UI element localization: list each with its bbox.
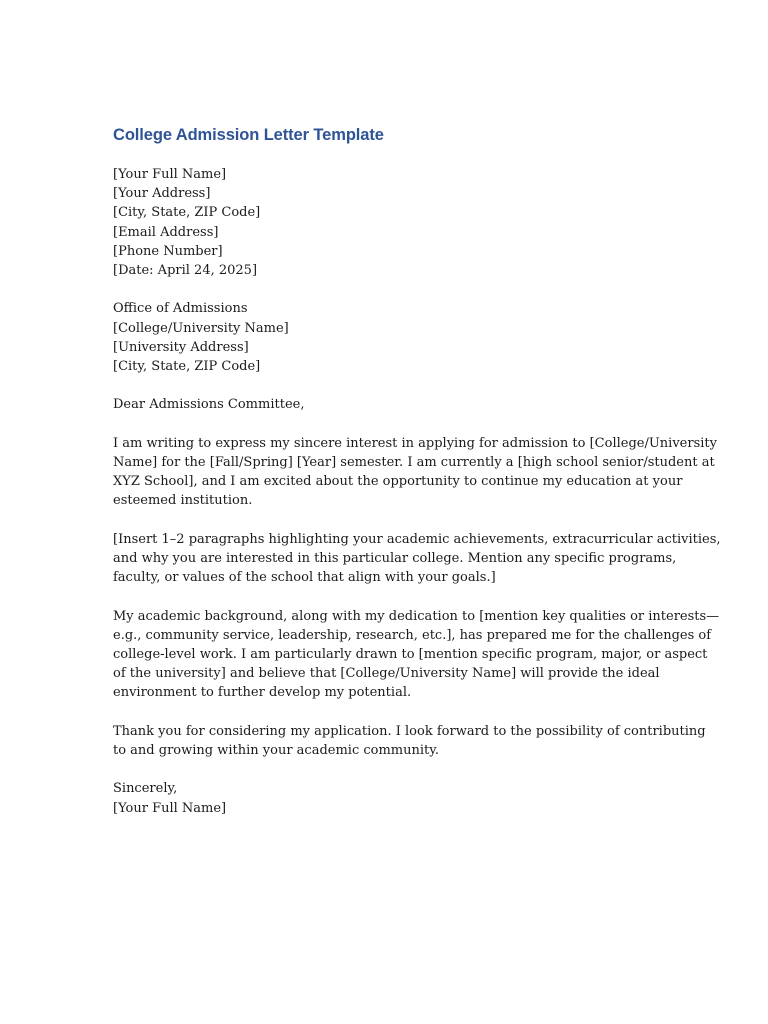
sender-address: [Your Address] [113, 186, 211, 202]
sender-phone: [Phone Number] [113, 243, 223, 259]
paragraph-line: My academic background, along with my dedication to [mention key qualities or interests— [113, 608, 720, 624]
paragraph-line: environment to further develop my potential. [113, 685, 412, 701]
paragraph-intro [113, 434, 717, 511]
paragraph-line: I am writing to express my sincere interest in applying for admission to [College/University [113, 435, 717, 451]
sender-block [113, 165, 658, 280]
recipient-block [113, 299, 658, 376]
salutation [113, 395, 658, 414]
paragraph-line: college-level work. I am particularly drawn to [mention specific program, major, or aspect [113, 647, 708, 662]
recipient-institution: [College/University Name] [113, 320, 289, 336]
signature-name: [Your Full Name] [113, 800, 227, 816]
paragraph-line: esteemed institution. [113, 493, 253, 509]
paragraph-line: faculty, or values of the school that align with your goals.] [113, 570, 496, 586]
closing-text: Sincerely, [113, 781, 178, 797]
closing-block [113, 779, 658, 817]
letter-body [113, 124, 721, 837]
paragraph-line: and why you are interested in this particular college. Mention any specific programs, [113, 551, 677, 566]
paragraph-thanks [113, 722, 706, 760]
recipient-office: Office of Admissions [113, 301, 248, 317]
paragraph-line: Thank you for considering my application. I look forward to the possibility of contributing [113, 723, 706, 739]
paragraph-line: of the university] and believe that [College/University Name] will provide the ideal [113, 666, 660, 682]
paragraph-line: XYZ School], and I am excited about the opportunity to continue my education at your [113, 474, 683, 490]
salutation-text: Dear Admissions Committee, [113, 397, 305, 413]
letter-date: [Date: April 24, 2025] [113, 263, 258, 279]
paragraph-background [113, 607, 720, 703]
paragraph-insert-instructions [113, 530, 721, 588]
sender-city-state-zip: [City, State, ZIP Code] [113, 205, 261, 221]
paragraph-line: e.g., community service, leadership, research, etc.], has prepared me for the challenges of [113, 627, 712, 643]
sender-name: [Your Full Name] [113, 167, 227, 182]
paragraph-line: to and growing within your academic community. [113, 743, 440, 758]
recipient-address: [University Address] [113, 339, 249, 355]
paragraph-line: Name] for the [Fall/Spring] [Year] semester. I am currently a [high school senior/student at [113, 455, 715, 470]
paragraph-line: [Insert 1–2 paragraphs highlighting your academic achievements, extracurricular activities, [113, 531, 721, 547]
sender-email: [Email Address] [113, 224, 219, 240]
recipient-city-state-zip: [City, State, ZIP Code] [113, 359, 261, 375]
document-title: College Admission Letter Template [113, 126, 384, 144]
